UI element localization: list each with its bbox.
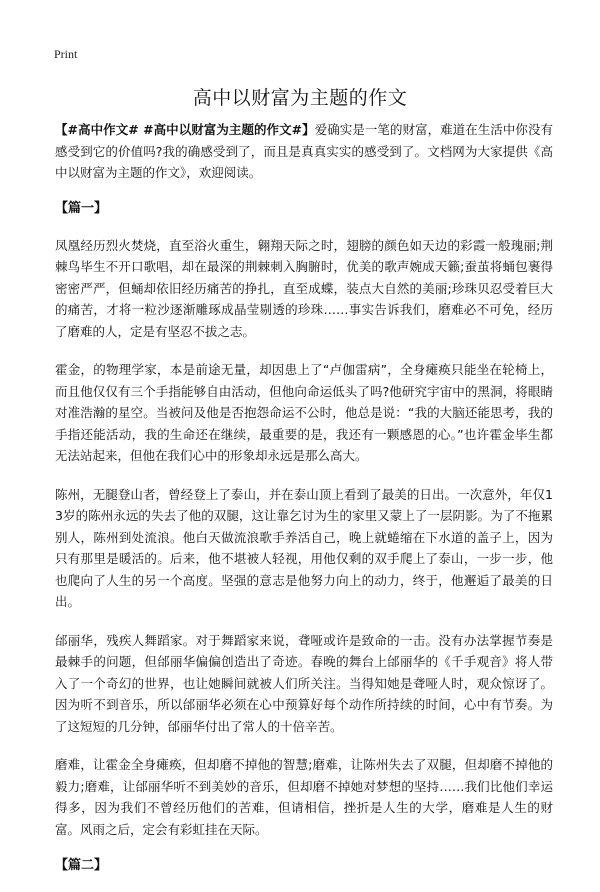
paragraph: 邰丽华，残疾人舞蹈家。对于舞蹈家来说，聋哑或许是致命的一击。没有办法掌握节奏是最棘手的问题，但邰丽华偏偏创造出了奇迹。春晚的舞台上邰丽华的《千手观音》将人带入了一个奇幻的世界，也让她瞬间就被人们所关注。当得知她是聋哑人时，观众惊讶了。因为听不到音乐，所以邰丽华必须在心中预算好每个动作所持续的时间，心中有节奏。为了这短短的几分钟，邰丽华付出了常人的十倍辛苦。 <box>55 632 553 734</box>
article-body <box>55 119 553 892</box>
paragraph: 陈州，无腿登山者，曾经登上了泰山，并在泰山顶上看到了最美的日出。一次意外，年仅13岁的陈州永远的失去了他的双腿，这让靠乞讨为生的家里又蒙上了一层阴影。为了不拖累别人，陈州到处流浪。他白天做流浪歌手养活自己，晚上就蜷缩在下水道的盖子上，因为只有那里是暖活的。后来，他不堪被人轻视，用他仅剩的双手爬上了泰山，一步一步，他也爬向了人生的另一个高度。坚强的意志是他努力向上的动力，终于，他邂逅了最美的日出。 <box>55 486 553 609</box>
intro-text: 爱确实是一笔的财富，难道在生活中你没有感受到它的价值吗?我的确感受到了，而且是真真实实的感受到了。文档网为大家提供《高中以财富为主题的作文》，欢迎阅读。 <box>55 122 553 180</box>
page-title: 高中以财富为主题的作文 <box>192 87 408 109</box>
intro-paragraph <box>55 119 553 184</box>
intro-tags: 【#高中作文# #高中以财富为主题的作文#】 <box>55 122 315 137</box>
section-heading-1: 【篇一】 <box>55 200 108 216</box>
paragraph: 凤凰经历烈火焚烧，直至浴火重生，翱翔天际之时，翅膀的颜色如天边的彩霞一般瑰丽;荆棘鸟毕生不开口歌唱，却在最深的荆棘刺入胸腑时，优美的歌声婉成天籁;蚕茧将蛹包裹得密密严严，但蛹却依旧经历痛苦的挣扎，直至成蝶，装点大自然的美丽;珍珠贝忍受着巨大的痛苦，才将一粒沙逐渐雕琢成晶莹剔透的珍珠……事实告诉我们，磨难必不可免，经历了磨难的人，定是有坚忍不拔之志。 <box>55 237 553 339</box>
paragraph: 霍金，的物理学家，本是前途无量，却因患上了“卢伽雷病”，全身瘫痪只能坐在轮椅上，而且他仅仅有三个手指能够自由活动，但他向命运低头了吗?他研究宇宙中的黑洞，将眼睛对准浩瀚的星空。当被问及他是否抱怨命运不公时，他总是说：“我的大脑还能思考，我的手指还能活动，我的生命还在继续，最重要的是，我还有一颗感恩的心。”也许霍金毕生都无法站起来，但他在我们心中的形象却永远是那么高大。 <box>55 362 553 463</box>
section-heading-2: 【篇二】 <box>55 858 108 873</box>
paragraph: 磨难，让霍金全身瘫痪，但却磨不掉他的智慧;磨难，让陈州失去了双腿，但却磨不掉他的毅力;磨难，让邰丽华听不到美妙的音乐，但却磨不掉她对梦想的坚持……我们比他们幸运得多，因为我们不曾经历他们的苦难，但请相信，挫折是人生的大学，磨难是人生的财富。风雨之后，定会有彩虹挂在天际。 <box>55 757 553 837</box>
print-link[interactable]: Print <box>54 47 78 61</box>
